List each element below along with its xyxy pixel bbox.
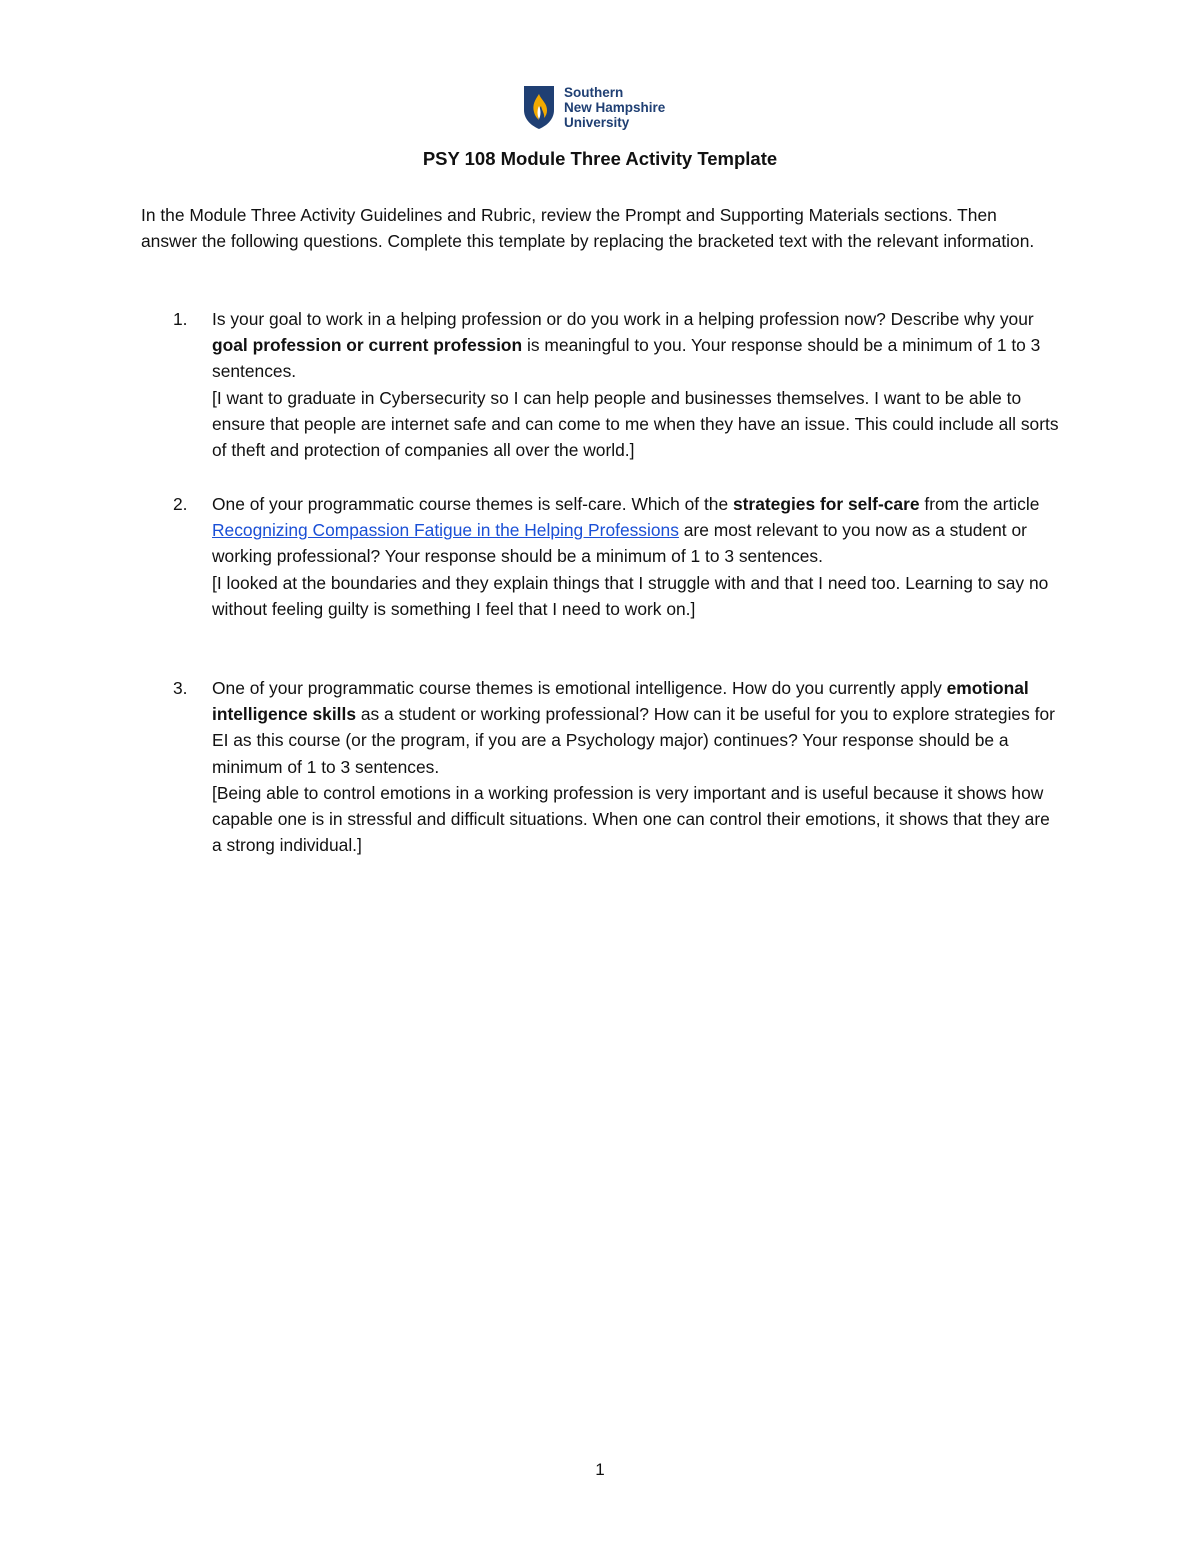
snhu-logo-text <box>564 85 665 130</box>
question-number: 2. <box>173 494 188 514</box>
logo-line-1: Southern <box>564 85 624 100</box>
article-link[interactable]: Recognizing Compassion Fatigue in the Helping Professions <box>212 520 679 541</box>
question-text: Is your goal to work in a helping profession or do you work in a helping profession now? Describe why your goal profession or current profession is meaningful to you. Your response should be a minimum of 1 to 3 sentences. <box>212 309 1041 382</box>
snhu-logo <box>522 84 692 134</box>
question-emphasis: strategies for self-care <box>732 494 920 514</box>
question-emphasis: emotional intelligence skills <box>212 678 1029 725</box>
question-text: One of your programmatic course themes is emotional intelligence. How do you currently apply emotional intelligence skills as a student or working professional? How can it be useful for you to explore strategies for EI as this course (or the program, if you are a Psychology major) continues? Your response should be a minimum of 1 to 3 sentences. <box>212 678 1055 777</box>
question-emphasis: goal profession or current profession <box>212 335 523 356</box>
document-title: PSY 108 Module Three Activity Template <box>422 148 778 169</box>
answer-text: [I want to graduate in Cybersecurity so I can help people and businesses themselves. I want to be able to ensure that people are internet safe and can come to me when they have an issue. This could include all sorts of theft and protection of companies all over the world.] <box>212 387 1059 461</box>
answer-text: [I looked at the boundaries and they explain things that I struggle with and that I need too. Learning to say no without feeling guilty is something I feel that I need to work on.] <box>212 572 1049 619</box>
question-number: 1. <box>173 309 188 329</box>
snhu-shield-flame-icon <box>522 84 556 130</box>
intro-paragraph: In the Module Three Activity Guidelines and Rubric, review the Prompt and Supporting Materials sections. Then answer the following questions. Complete this template by replacing the bracketed text with the relevant information. <box>141 205 1035 251</box>
answer-text: [Being able to control emotions in a working profession is very important and is useful because it shows how capable one is in stressful and difficult situations. When one can control their emotions, it shows that they are a strong individual.] <box>212 782 1050 856</box>
page-number: 1 <box>595 1460 605 1479</box>
question-text: One of your programmatic course themes is self-care. Which of the strategies for self-care from the article Recognizing Compassion Fatigue in the Helping Professions are most relevant to you now as a student or working professional? Your response should be a minimum of 1 to 3 sentences. <box>212 494 1040 567</box>
logo-line-2: New Hampshire <box>564 100 666 115</box>
question-number: 3. <box>173 678 188 698</box>
logo-line-3: University <box>564 115 630 130</box>
